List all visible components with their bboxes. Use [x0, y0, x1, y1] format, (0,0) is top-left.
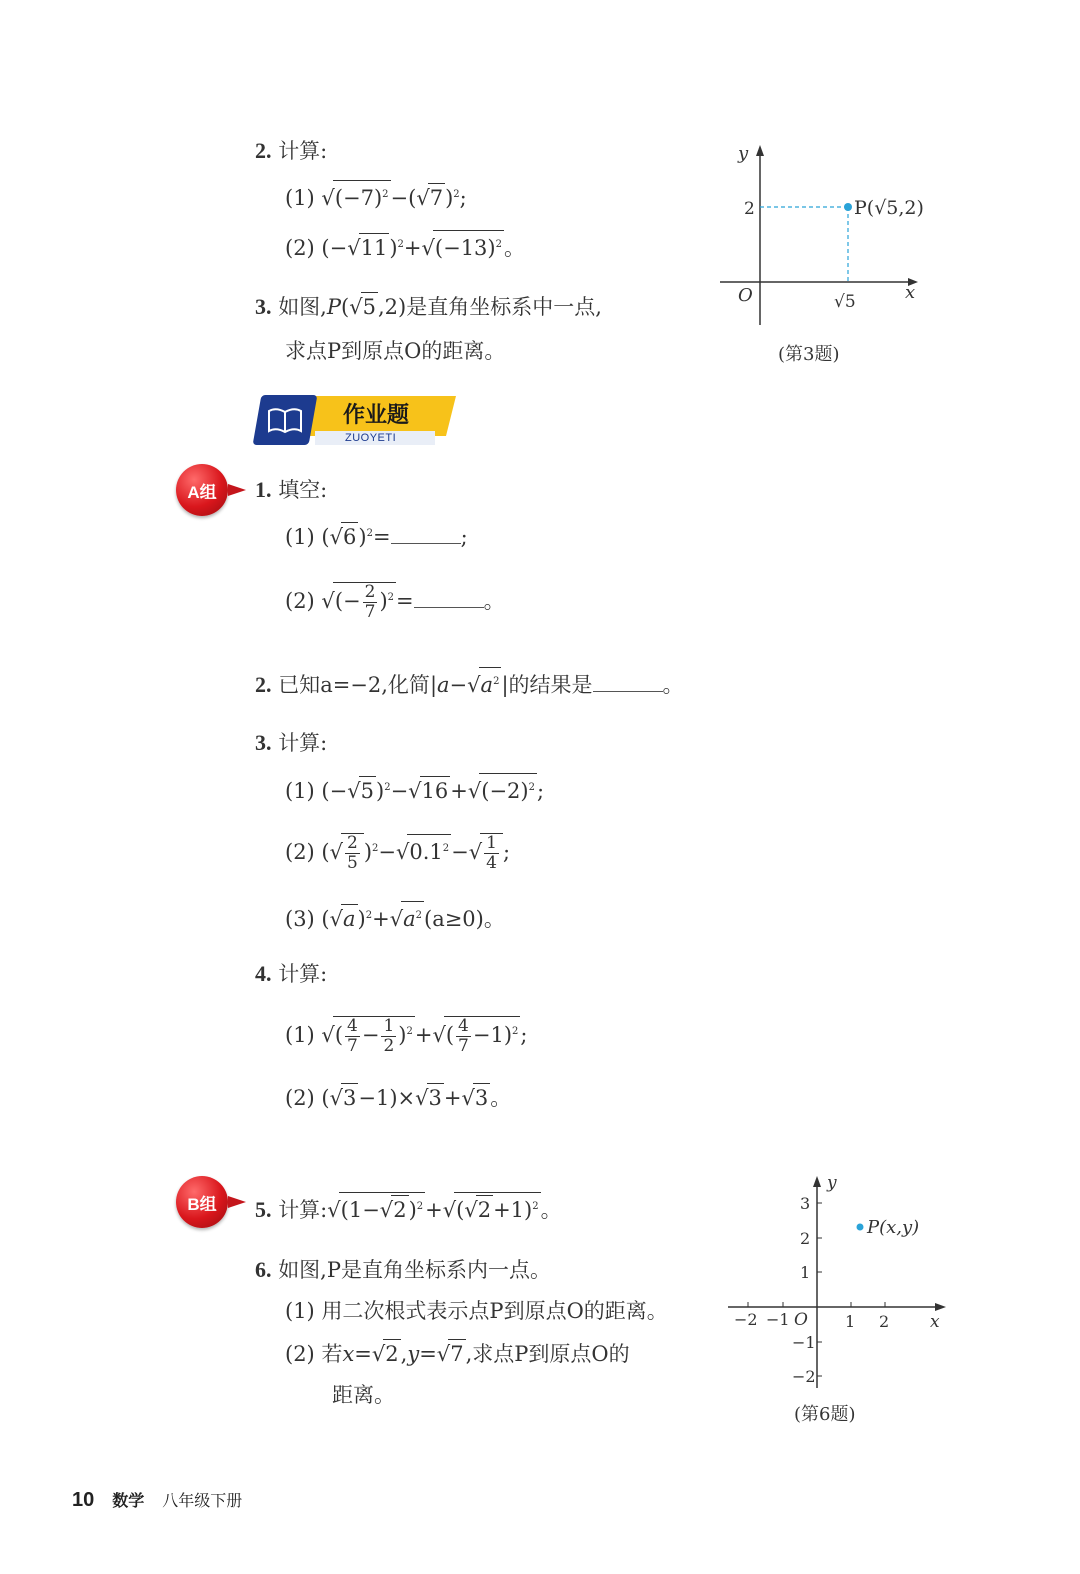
- a-q3-part2: (2) (√ $\frac{2}{5}$ )$^2-√0.1^2-√$ $\frac{1}{4}$ ;: [285, 833, 511, 873]
- a-q1-heading: 1. 填空:: [255, 477, 328, 502]
- fig3-x-label: x: [905, 282, 916, 303]
- group-a-label: A组: [176, 464, 228, 516]
- fig6-point-label: P(x,y): [867, 1217, 920, 1238]
- group-a-badge: [176, 464, 246, 516]
- a-q2: 2. 已知a=−2,化简$|a-√a^2|$的结果是 。: [255, 667, 684, 699]
- a-q1-part2: (2) √(− $\frac{2}{7}$ )$^2$= 。: [285, 582, 505, 622]
- banner-title: 作业题: [343, 403, 410, 428]
- figure-3: [700, 135, 960, 375]
- page-footer: [72, 1488, 242, 1512]
- fig6-y-label: y: [827, 1173, 837, 1193]
- fig3-point-label: P(√5,2): [854, 197, 924, 219]
- homework-banner: [255, 393, 455, 449]
- q3-line1: 3. 如图,P(√5,2)是直角坐标系中一点,: [255, 294, 602, 319]
- fig3-point-p: [844, 203, 852, 211]
- fig3-y-arrow: [756, 145, 764, 156]
- fig6-caption: (第6题): [794, 1404, 856, 1425]
- b-q6-part1: (1) 用二次根式表示点P到原点O的距离。: [285, 1299, 668, 1323]
- b-q6-line1: 6. 如图,P是直角坐标系内一点。: [255, 1257, 551, 1282]
- a-q4-part1: (1) √( $\frac{4}{7}$ − $\frac{1}{2}$ )$^2$+√( $\frac{4}{7}$ −1)$^2$;: [285, 1016, 528, 1056]
- b-q6-part2: (2) 若x=√2,y=√7,求点P到原点O的: [285, 1339, 630, 1368]
- fig6-origin: O: [794, 1310, 808, 1330]
- figure-6: [720, 1170, 960, 1430]
- banner-subtitle: ZUOYETI: [345, 432, 397, 444]
- fig6-point-p: [857, 1224, 864, 1231]
- a-q3-part1: (1) $(-√5)^2-√16+√(-2)^2$;: [285, 773, 544, 805]
- q2-part1: (1) $√(-7)^2-(√7)^2$;: [285, 180, 467, 212]
- group-b-tail: [228, 1196, 246, 1208]
- fig3-y-label: y: [738, 143, 749, 164]
- a-q4-heading: 4. 计算:: [255, 961, 328, 986]
- fig6-xlabel-m1: −1: [766, 1310, 790, 1329]
- fig6-x-label: x: [930, 1312, 940, 1332]
- a-q1-part1: (1) $(√6)^2=$ ;: [285, 520, 468, 551]
- fig6-xlabel-m2: −2: [734, 1310, 758, 1329]
- footer-subject: 数学: [112, 1491, 145, 1510]
- a-q3-part3: (3) $(√a)^2+√a^2(a\ge 0)$。: [285, 901, 505, 933]
- fig6-xlabel-2: 2: [879, 1312, 890, 1331]
- fig3-tick-x: √5: [834, 292, 856, 312]
- fig6-ylabel-m1: −1: [792, 1333, 816, 1352]
- fig6-ylabel-3: 3: [800, 1194, 811, 1213]
- fig3-origin: O: [738, 285, 753, 306]
- fig6-x-arrow: [935, 1303, 946, 1311]
- q2-part2: (2) $(-√11)^2+√(-13)^2$。: [285, 230, 525, 262]
- fig3-caption: (第3题): [778, 344, 840, 365]
- b-q6-part2-cont: 距离。: [332, 1383, 395, 1407]
- a-q3-heading: 3. 计算:: [255, 730, 328, 755]
- fig6-ylabel-m2: −2: [792, 1367, 816, 1386]
- fig6-y-arrow: [813, 1176, 821, 1187]
- footer-grade: 八年级下册: [162, 1491, 243, 1510]
- group-a-tail: [228, 484, 246, 496]
- group-b-label: B组: [176, 1176, 228, 1228]
- b-q5: 5. 计算$:√(1-√2)^2+√(√2+1)^2$。: [255, 1192, 562, 1224]
- fig3-tick-y: 2: [744, 199, 755, 219]
- book-icon: [253, 395, 318, 445]
- fig6-xlabel-1: 1: [845, 1312, 856, 1331]
- q3-line2: 求点P到原点O的距离。: [285, 339, 506, 363]
- q2-heading: 2. 计算:: [255, 138, 328, 163]
- a-q4-part2: (2) (√3−1)×√3+√3。: [285, 1083, 511, 1112]
- page-number: 10: [72, 1489, 95, 1511]
- fig6-ylabel-2: 2: [800, 1229, 811, 1248]
- fig6-ylabel-1: 1: [800, 1263, 811, 1282]
- group-b-badge: [176, 1176, 246, 1228]
